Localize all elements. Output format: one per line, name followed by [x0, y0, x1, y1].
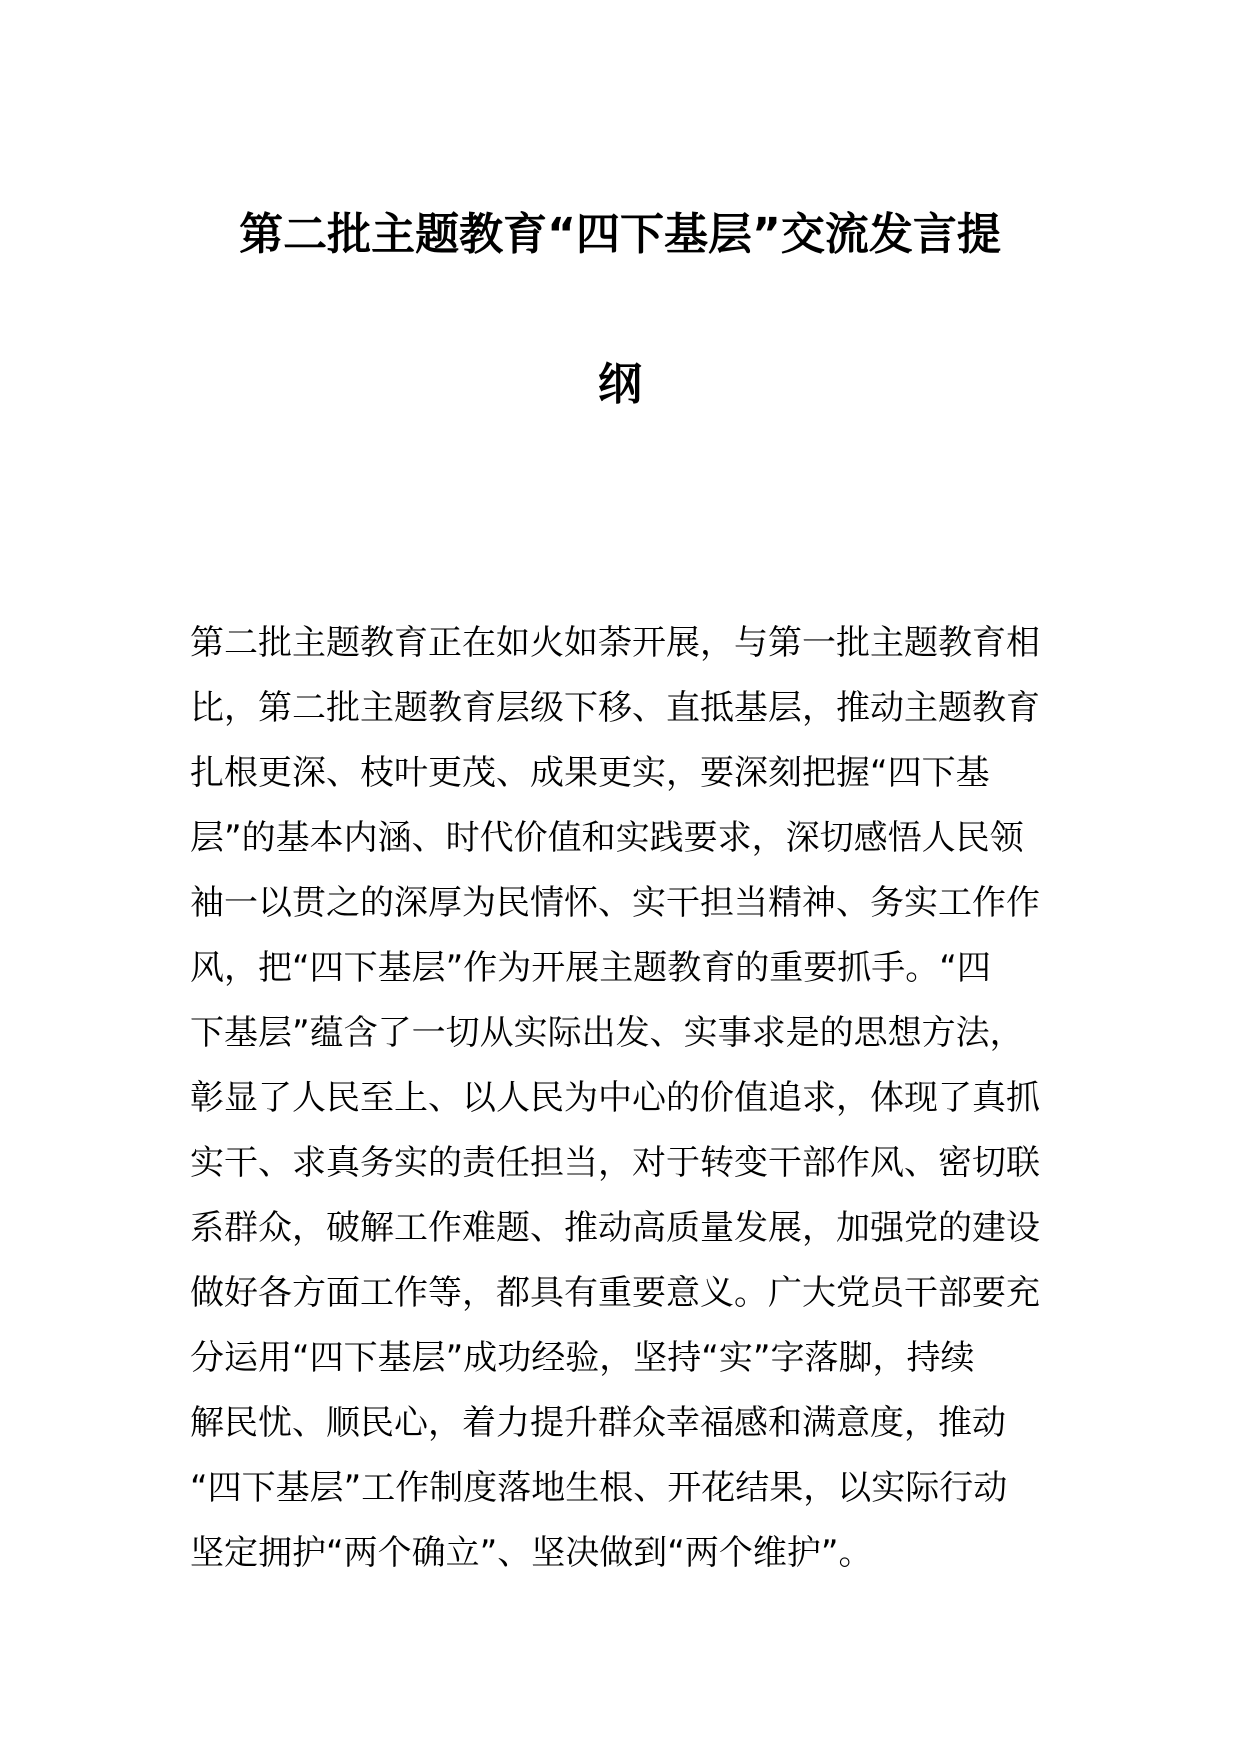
- paragraph-line: “四下基层”工作制度落地生根、开花结果，以实际行动: [190, 1468, 1008, 1508]
- paragraph-line: 实干、求真务实的责任担当，对于转变干部作风、密切联: [190, 1143, 1040, 1183]
- paragraph-line: 分运用“四下基层”成功经验，坚持“实”字落脚，持续: [190, 1338, 975, 1378]
- paragraph-line: 风，把“四下基层”作为开展主题教育的重要抓手。“四: [190, 948, 991, 988]
- paragraph-line: 坚定拥护“两个确立”、坚决做到“两个维护”。: [190, 1533, 873, 1573]
- document-title-line-2: 纲: [598, 359, 642, 410]
- paragraph-line: 解民忧、顺民心，着力提升群众幸福感和满意度，推动: [190, 1403, 1006, 1443]
- document-title-line-1: 第二批主题教育“四下基层”交流发言提: [239, 209, 1001, 260]
- paragraph-line: 第二批主题教育正在如火如荼开展，与第一批主题教育相: [190, 623, 1040, 663]
- paragraph-line: 扎根更深、枝叶更茂、成果更实，要深刻把握“四下基: [190, 753, 990, 793]
- paragraph-line: 袖一以贯之的深厚为民情怀、实干担当精神、务实工作作: [190, 883, 1040, 923]
- paragraph-line: 比，第二批主题教育层级下移、直抵基层，推动主题教育: [190, 688, 1040, 728]
- paragraph-line: 做好各方面工作等，都具有重要意义。广大党员干部要充: [190, 1273, 1040, 1313]
- paragraph-line: 下基层”蕴含了一切从实际出发、实事求是的思想方法，: [190, 1013, 1024, 1053]
- paragraph-line: 系群众，破解工作难题、推动高质量发展，加强党的建设: [190, 1208, 1040, 1248]
- body-paragraph: [190, 611, 1060, 1586]
- paragraph-line: 彰显了人民至上、以人民为中心的价值追求，体现了真抓: [190, 1078, 1040, 1118]
- paragraph-line: 层”的基本内涵、时代价值和实践要求，深切感悟人民领: [190, 818, 1024, 858]
